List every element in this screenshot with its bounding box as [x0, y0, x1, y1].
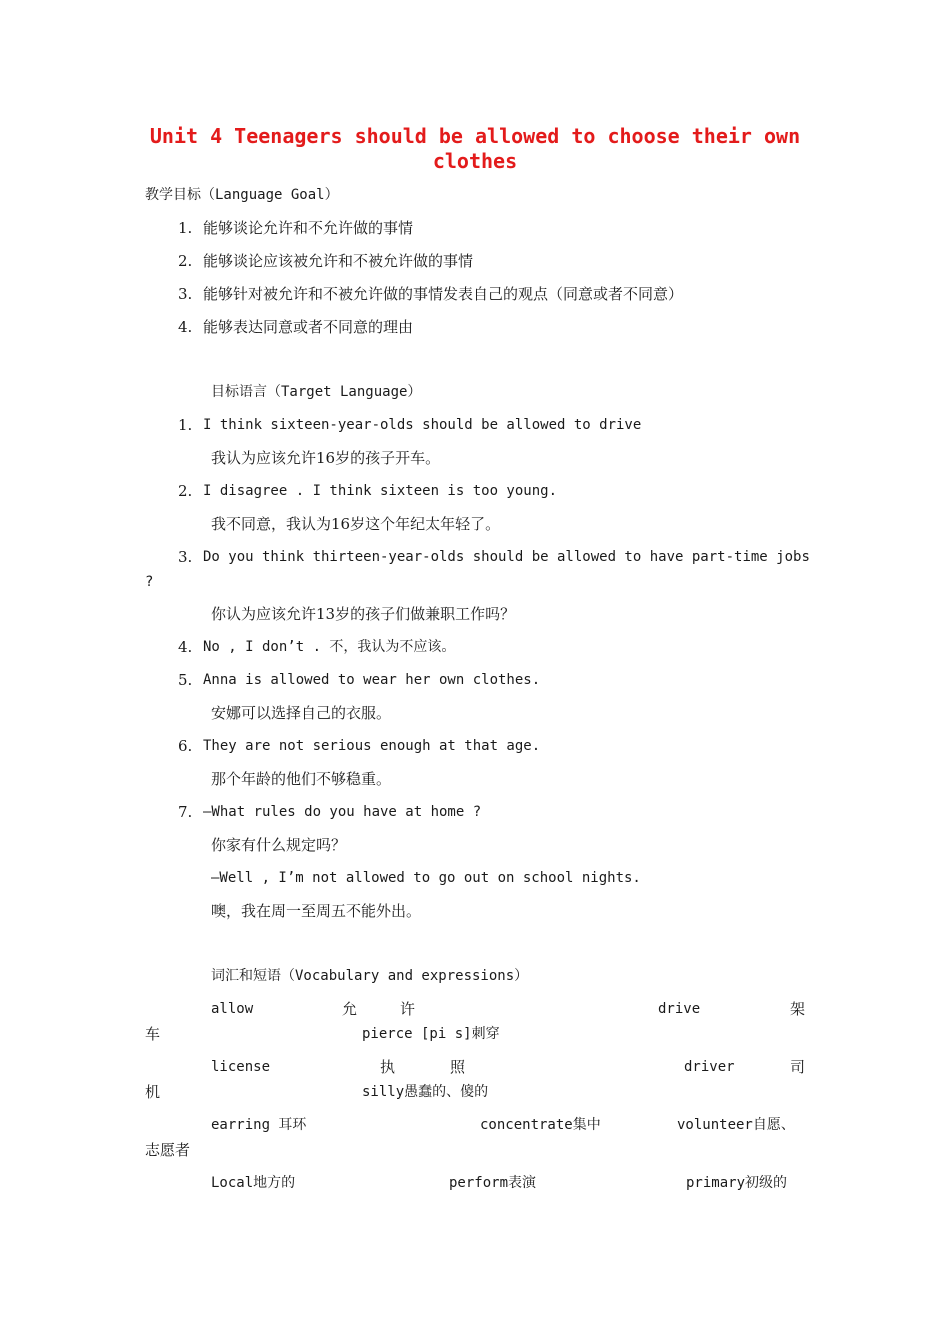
goal-number: 3.: [178, 285, 193, 303]
vocab-word: license: [211, 1059, 271, 1075]
target-chinese: 噢，我在周一至周五不能外出。: [211, 902, 422, 920]
goal-number: 2.: [178, 252, 193, 270]
goal-number: 4.: [178, 318, 193, 336]
target-chinese: 我不同意，我认为16岁这个年纪太年轻了。: [211, 515, 501, 533]
vocab-word: perform表演: [449, 1175, 537, 1191]
goal-item: 能够谈论允许和不允许做的事情: [203, 219, 414, 237]
vocab-meaning: 司: [790, 1058, 806, 1076]
vocab-word: concentrate集中: [480, 1117, 601, 1133]
target-number: 7.: [178, 803, 193, 821]
target-english-wrap: ?: [145, 574, 154, 590]
document-title: Unit 4 Teenagers should be allowed to choose their own clothes: [149, 124, 801, 173]
target-english: They are not serious enough at that age.: [203, 738, 541, 754]
target-chinese: 我认为应该允许16岁的孩子开车。: [211, 449, 441, 467]
vocab-word: primary初级的: [686, 1175, 788, 1191]
vocab-word: drive: [658, 1001, 701, 1017]
target-number: 1.: [178, 416, 193, 434]
vocab-meaning: 车: [145, 1025, 161, 1043]
target-heading: 目标语言（Target Language）: [211, 384, 422, 400]
vocab-meaning: 允: [342, 1000, 358, 1018]
goals-heading: 教学目标（Language Goal）: [145, 187, 339, 203]
goal-number: 1.: [178, 219, 193, 237]
target-english: No , I don’t . 不，我认为不应该。: [203, 639, 456, 655]
target-chinese: 那个年龄的他们不够稳重。: [211, 770, 392, 788]
target-number: 3.: [178, 548, 193, 566]
vocab-word: driver: [684, 1059, 735, 1075]
target-english: I think sixteen-year-olds should be allowed to drive: [203, 417, 642, 433]
target-number: 6.: [178, 737, 193, 755]
vocab-heading: 词汇和短语（Vocabulary and expressions）: [211, 968, 529, 984]
target-chinese: 你家有什么规定吗？: [211, 836, 347, 854]
vocab-word: allow: [211, 1001, 254, 1017]
vocab-word: earring 耳环: [211, 1117, 307, 1133]
vocab-meaning: 执: [380, 1058, 396, 1076]
target-english: —Well , I’m not allowed to go out on school nights.: [211, 870, 641, 886]
vocab-word: silly愚蠢的、傻的: [362, 1084, 489, 1100]
target-number: 4.: [178, 638, 193, 656]
target-english: Do you think thirteen-year-olds should be allowed to have part-time jobs: [203, 549, 810, 565]
target-english: —What rules do you have at home ?: [203, 804, 482, 820]
vocab-meaning: 志愿者: [145, 1141, 191, 1159]
vocab-word: pierce [pi s]刺穿: [362, 1026, 500, 1042]
target-number: 2.: [178, 482, 193, 500]
target-chinese: 安娜可以选择自己的衣服。: [211, 704, 392, 722]
vocab-word: Local地方的: [211, 1175, 296, 1191]
vocab-meaning: 架: [790, 1000, 806, 1018]
goal-item: 能够谈论应该被允许和不被允许做的事情: [203, 252, 474, 270]
target-number: 5.: [178, 671, 193, 689]
vocab-meaning: 照: [450, 1058, 466, 1076]
vocab-meaning: 机: [145, 1083, 161, 1101]
target-english: I disagree . I think sixteen is too young.: [203, 483, 558, 499]
vocab-meaning: 许: [400, 1000, 416, 1018]
target-english: Anna is allowed to wear her own clothes.: [203, 672, 541, 688]
goal-item: 能够表达同意或者不同意的理由: [203, 318, 414, 336]
vocab-word: volunteer自愿、: [677, 1117, 795, 1133]
goal-item: 能够针对被允许和不被允许做的事情发表自己的观点（同意或者不同意）: [203, 285, 684, 303]
target-chinese: 你认为应该允许13岁的孩子们做兼职工作吗？: [211, 605, 516, 623]
